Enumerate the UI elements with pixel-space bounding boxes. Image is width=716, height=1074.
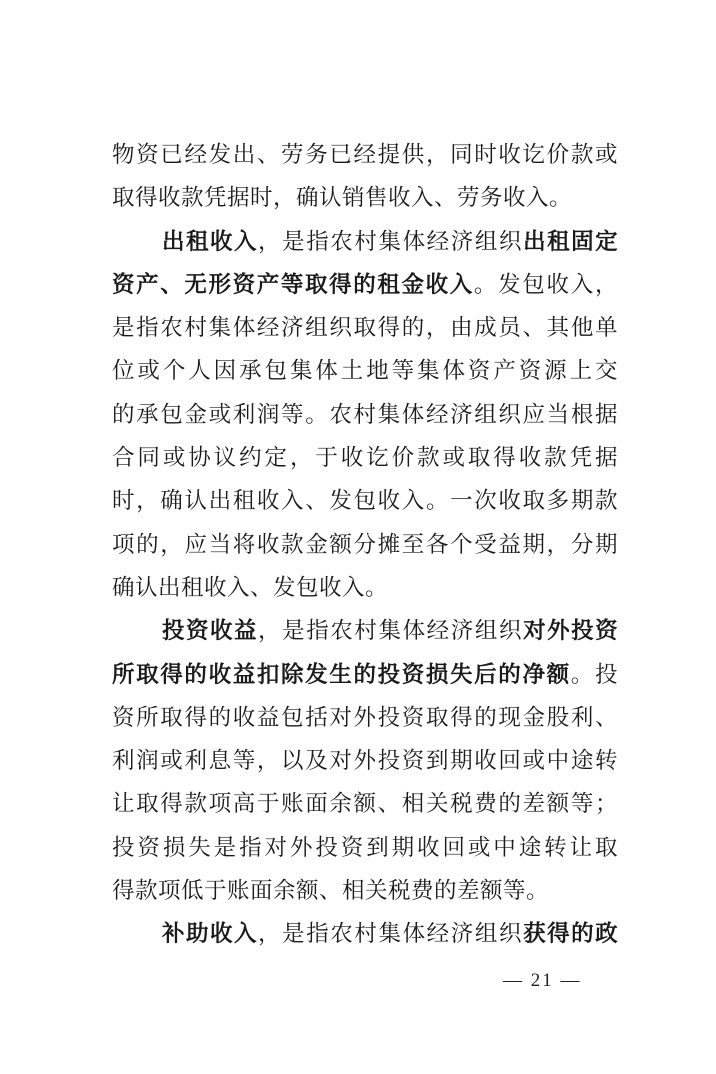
body-text: ，是指农村集体经济组织 xyxy=(258,921,524,948)
text-line xyxy=(112,264,618,307)
text-line xyxy=(112,394,618,437)
text-line xyxy=(112,134,618,177)
body-text: 让取得款项高于账面余额、相关税费的差额等； xyxy=(112,791,618,818)
body-text: 取得收款凭据时，确认销售收入、劳务收入。 xyxy=(112,185,573,212)
bold-term: 出租收入 xyxy=(162,228,258,255)
document-body xyxy=(112,134,618,957)
text-line xyxy=(112,610,618,653)
text-line xyxy=(112,740,618,783)
bold-term: 补助收入 xyxy=(162,921,258,948)
text-line xyxy=(112,567,618,610)
text-line xyxy=(112,827,618,870)
bold-term: 投资收益 xyxy=(162,618,258,645)
bold-term: 出租固定 xyxy=(523,228,618,255)
body-text: ，是指农村集体经济组织 xyxy=(258,618,524,645)
page-number: — 21 — xyxy=(503,970,582,991)
text-line xyxy=(112,870,618,913)
body-text: 合同或协议约定，于收讫价款或取得收款凭据 xyxy=(112,445,618,472)
body-text: 。投 xyxy=(570,661,618,688)
body-text: 是指农村集体经济组织取得的，由成员、其他单 xyxy=(112,315,618,342)
body-text: 确认出租收入、发包收入。 xyxy=(112,574,389,601)
bold-term: 对外投资 xyxy=(523,618,618,645)
bold-term: 资产、无形资产等取得的租金收入 xyxy=(112,271,474,298)
text-line xyxy=(112,697,618,740)
text-line xyxy=(112,654,618,697)
body-text: 利润或利息等，以及对外投资到期收回或中途转 xyxy=(112,748,618,775)
text-line xyxy=(112,177,618,220)
body-text: 位或个人因承包集体土地等集体资产资源上交 xyxy=(112,358,618,385)
body-text: 。发包收入， xyxy=(473,271,618,298)
text-line xyxy=(112,524,618,567)
text-line xyxy=(112,913,618,956)
body-text: 资所取得的收益包括对外投资取得的现金股利、 xyxy=(112,704,618,731)
body-text: 物资已经发出、劳务已经提供，同时收讫价款或 xyxy=(112,142,618,168)
text-line xyxy=(112,221,618,264)
bold-term: 所取得的收益扣除发生的投资损失后的净额 xyxy=(112,661,571,688)
text-line xyxy=(112,480,618,523)
text-line xyxy=(112,307,618,350)
body-text: 时，确认出租收入、发包收入。一次收取多期款 xyxy=(112,488,618,515)
body-text: 的承包金或利润等。农村集体经济组织应当根据 xyxy=(112,401,618,428)
text-line xyxy=(112,350,618,393)
body-text: ，是指农村集体经济组织 xyxy=(258,228,524,255)
bold-term: 获得的政 xyxy=(523,921,618,948)
body-text: 得款项低于账面余额、相关税费的差额等。 xyxy=(112,878,550,905)
body-text: 项的，应当将收款金额分摊至各个受益期，分期 xyxy=(112,531,618,558)
body-text: 投资损失是指对外投资到期收回或中途转让取 xyxy=(112,834,618,861)
text-line xyxy=(112,783,618,826)
text-line xyxy=(112,437,618,480)
